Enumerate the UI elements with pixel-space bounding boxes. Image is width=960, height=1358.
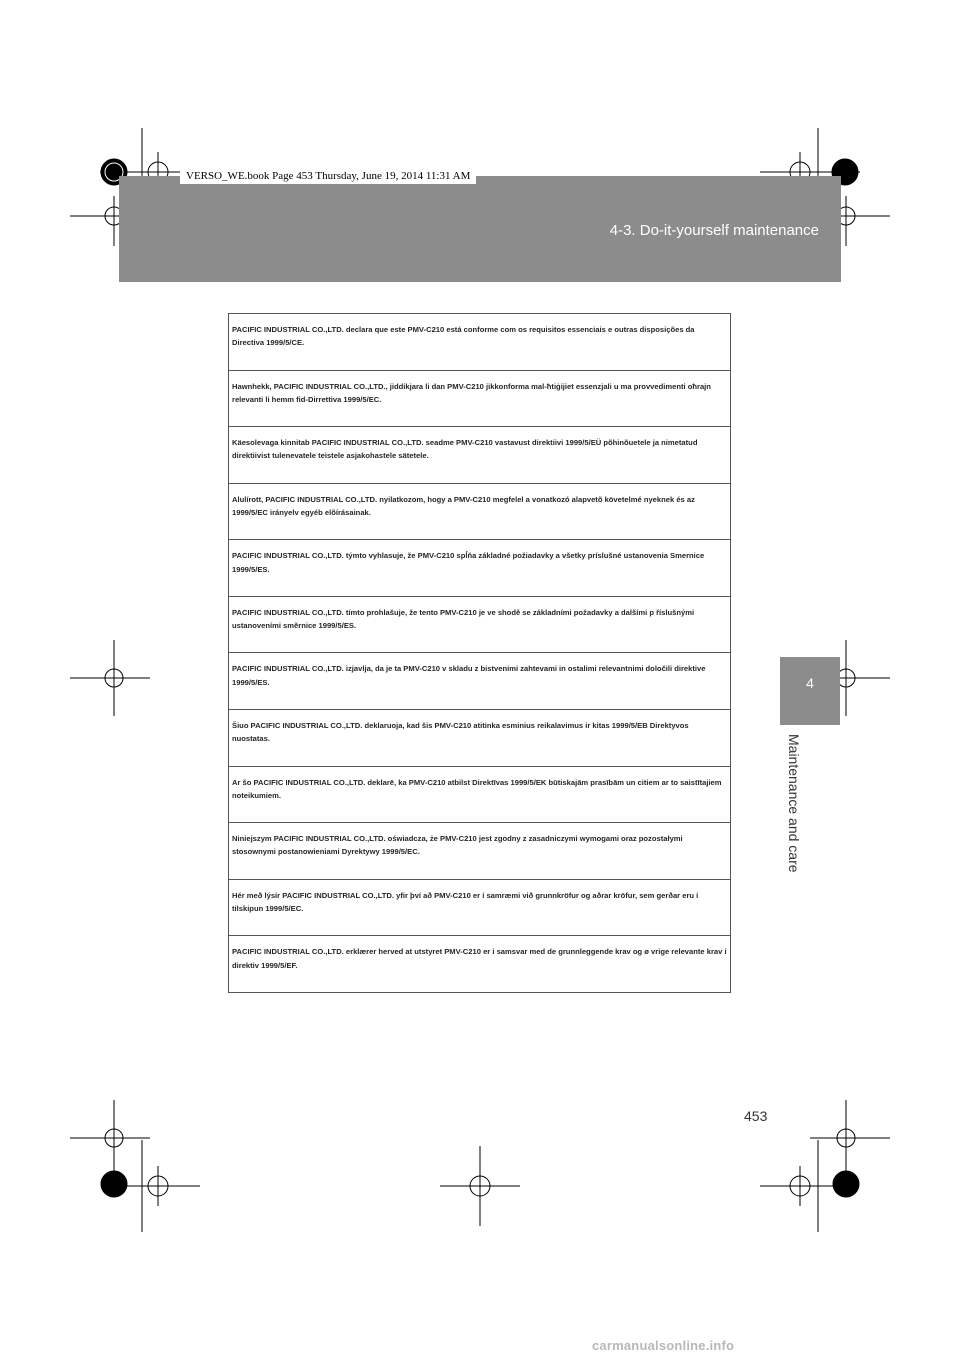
- section-header-band: [119, 176, 841, 282]
- declaration-slovak: PACIFIC INDUSTRIAL CO.,LTD. týmto vyhlasuje, že PMV-C210 spĺňa základné požiadavky a všetky príslušné ustanovenia Smernice 1999/5/ES.: [229, 540, 730, 597]
- declaration-slovenian: PACIFIC INDUSTRIAL CO.,LTD. izjavlja, da je ta PMV-C210 v skladu z bistvenimi zahtevami in ostalimi relevantnimi določili direktive 1999/5/ES.: [229, 653, 730, 710]
- declaration-hungarian: Alulírott, PACIFIC INDUSTRIAL CO.,LTD. nyilatkozom, hogy a PMV-C210 megfelel a vonatkozó alapvetõ követelmé nyeknek és az 1999/5/EC irányelv egyéb elõírásainak.: [229, 484, 730, 541]
- declaration-lithuanian: Šiuo PACIFIC INDUSTRIAL CO.,LTD. deklaruoja, kad šis PMV-C210 atitinka esminius reikalavimus ir kitas 1999/5/EB Direktyvos nuostatas.: [229, 710, 730, 767]
- chapter-label: Maintenance and care: [786, 734, 802, 873]
- declaration-maltese: Hawnhekk, PACIFIC INDUSTRIAL CO.,LTD., jiddikjara li dan PMV-C210 jikkonforma mal-ħtiġijiet essenzjali u ma provvedimenti oħrajn relevanti li hemm fid-Dirrettiva 1999/5/EC.: [229, 371, 730, 428]
- declaration-norwegian: PACIFIC INDUSTRIAL CO.,LTD. erklærer herved at utstyret PMV-C210 er i samsvar med de grunnleggende krav og ø vrige relevante krav i direktiv 1999/5/EF.: [232, 947, 727, 970]
- declaration-latvian: Ar šo PACIFIC INDUSTRIAL CO.,LTD. deklarē, ka PMV-C210 atbilst Direktīvas 1999/5/EK būtiskajām prasībām un citiem ar to saistītajiem noteikumiem.: [229, 767, 730, 824]
- chapter-number: 4: [806, 675, 814, 691]
- declaration-czech: PACIFIC INDUSTRIAL CO.,LTD. tímto prohlašuje, že tento PMV-C210 je ve shodě se základními požadavky a dalšími p říslušnými ustanoveními směrnice 1999/5/ES.: [229, 597, 730, 654]
- declarations-table: [228, 313, 731, 993]
- declaration-estonian: Käesolevaga kinnitab PACIFIC INDUSTRIAL CO.,LTD. seadme PMV-C210 vastavust direktiivi 1999/5/EÜ põhinõuetele ja nimetatud direktiivist tulenevatele teistele asjakohastele sätetele.: [229, 427, 730, 484]
- declaration-polish: Niniejszym PACIFIC INDUSTRIAL CO.,LTD. oświadcza, że PMV-C210 jest zgodny z zasadniczymi wymogami oraz pozostałymi stosownymi postanowieniami Dyrektywy 1999/5/EC.: [229, 823, 730, 880]
- chapter-tab: [780, 657, 840, 725]
- page-number: 453: [744, 1108, 768, 1124]
- declaration-icelandic: Hér með lýsir PACIFIC INDUSTRIAL CO.,LTD. yfir því að PMV-C210 er í samræmi við grunnkröfur og aðrar kröfur, sem gerðar eru í tilskipun 1999/5/EC.: [229, 880, 730, 937]
- declaration-portuguese: PACIFIC INDUSTRIAL CO.,LTD. declara que este PMV-C210 está conforme com os requisitos essenciais e outras disposições da Directiva 1999/5/CE.: [229, 314, 730, 371]
- section-title: 4-3. Do-it-yourself maintenance: [609, 222, 819, 239]
- book-print-stamp: VERSO_WE.book Page 453 Thursday, June 19, 2014 11:31 AM: [180, 168, 476, 184]
- watermark: carmanualsonline.info: [592, 1338, 735, 1353]
